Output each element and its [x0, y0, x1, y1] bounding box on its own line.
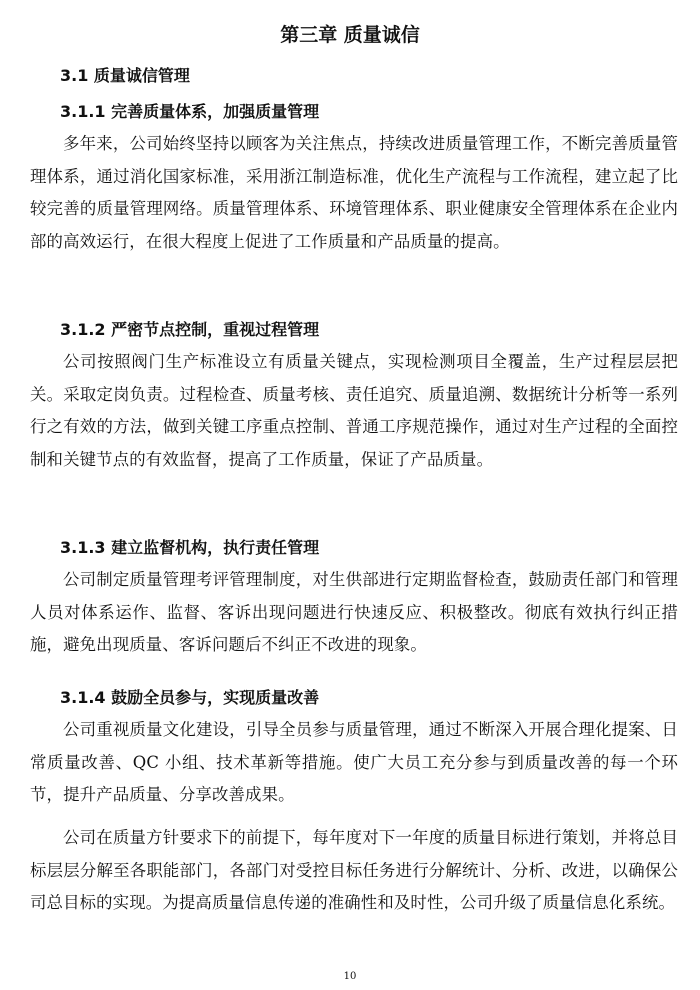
subsection-heading-3-1-1: 3.1.1 完善质量体系，加强质量管理	[60, 102, 320, 121]
subsection-heading-3-1-3: 3.1.3 建立监督机构，执行责任管理	[60, 538, 320, 557]
subsection-heading-3-1-2: 3.1.2 严密节点控制，重视过程管理	[60, 320, 320, 339]
paragraph-3-1-2: 公司按照阀门生产标准设立有质量关键点，实现检测项目全覆盖，生产过程层层把关。采取定岗负责。过程检查、质量考核、责任追究、质量追溯、数据统计分析等一系列行之有效的方法，做到关键工序重点控制、普通工序规范操作，通过对生产过程的全面控制和关键节点的有效监督，提高了工作质量，保证了产品质量。	[30, 352, 678, 469]
chapter-title: 第三章 质量诚信	[280, 24, 420, 46]
section-heading: 3.1 质量诚信管理	[60, 66, 190, 85]
paragraph-3-1-3: 公司制定质量管理考评管理制度，对生供部进行定期监督检查，鼓励责任部门和管理人员对体系运作、监督、客诉出现问题进行快速反应、积极整改。彻底有效执行纠正措施，避免出现质量、客诉问题后不纠正不改进的现象。	[30, 570, 678, 655]
paragraph-3-1-4-b: 公司在质量方针要求下的前提下，每年度对下一年度的质量目标进行策划，并将总目标层层分解至各职能部门，各部门对受控目标任务进行分解统计、分析、改进，以确保公司总目标的实现。为提高质量信息传递的准确性和及时性，公司升级了质量信息化系统。	[30, 828, 678, 913]
subsection-heading-3-1-4: 3.1.4 鼓励全员参与，实现质量改善	[60, 688, 320, 707]
paragraph-3-1-4-a: 公司重视质量文化建设，引导全员参与质量管理，通过不断深入开展合理化提案、日常质量改善、QC 小组、技术革新等措施。使广大员工充分参与到质量改善的每一个环节，提升产品质量、分享改善成果。	[30, 720, 678, 805]
page-number: 10	[343, 971, 357, 982]
paragraph-3-1-1: 多年来，公司始终坚持以顾客为关注焦点，持续改进质量管理工作，不断完善质量管理体系，通过消化国家标准，采用浙江制造标准，优化生产流程与工作流程，建立起了比较完善的质量管理网络。质量管理体系、环境管理体系、职业健康安全管理体系在企业内部的高效运行，在很大程度上促进了工作质量和产品质量的提高。	[30, 134, 678, 251]
